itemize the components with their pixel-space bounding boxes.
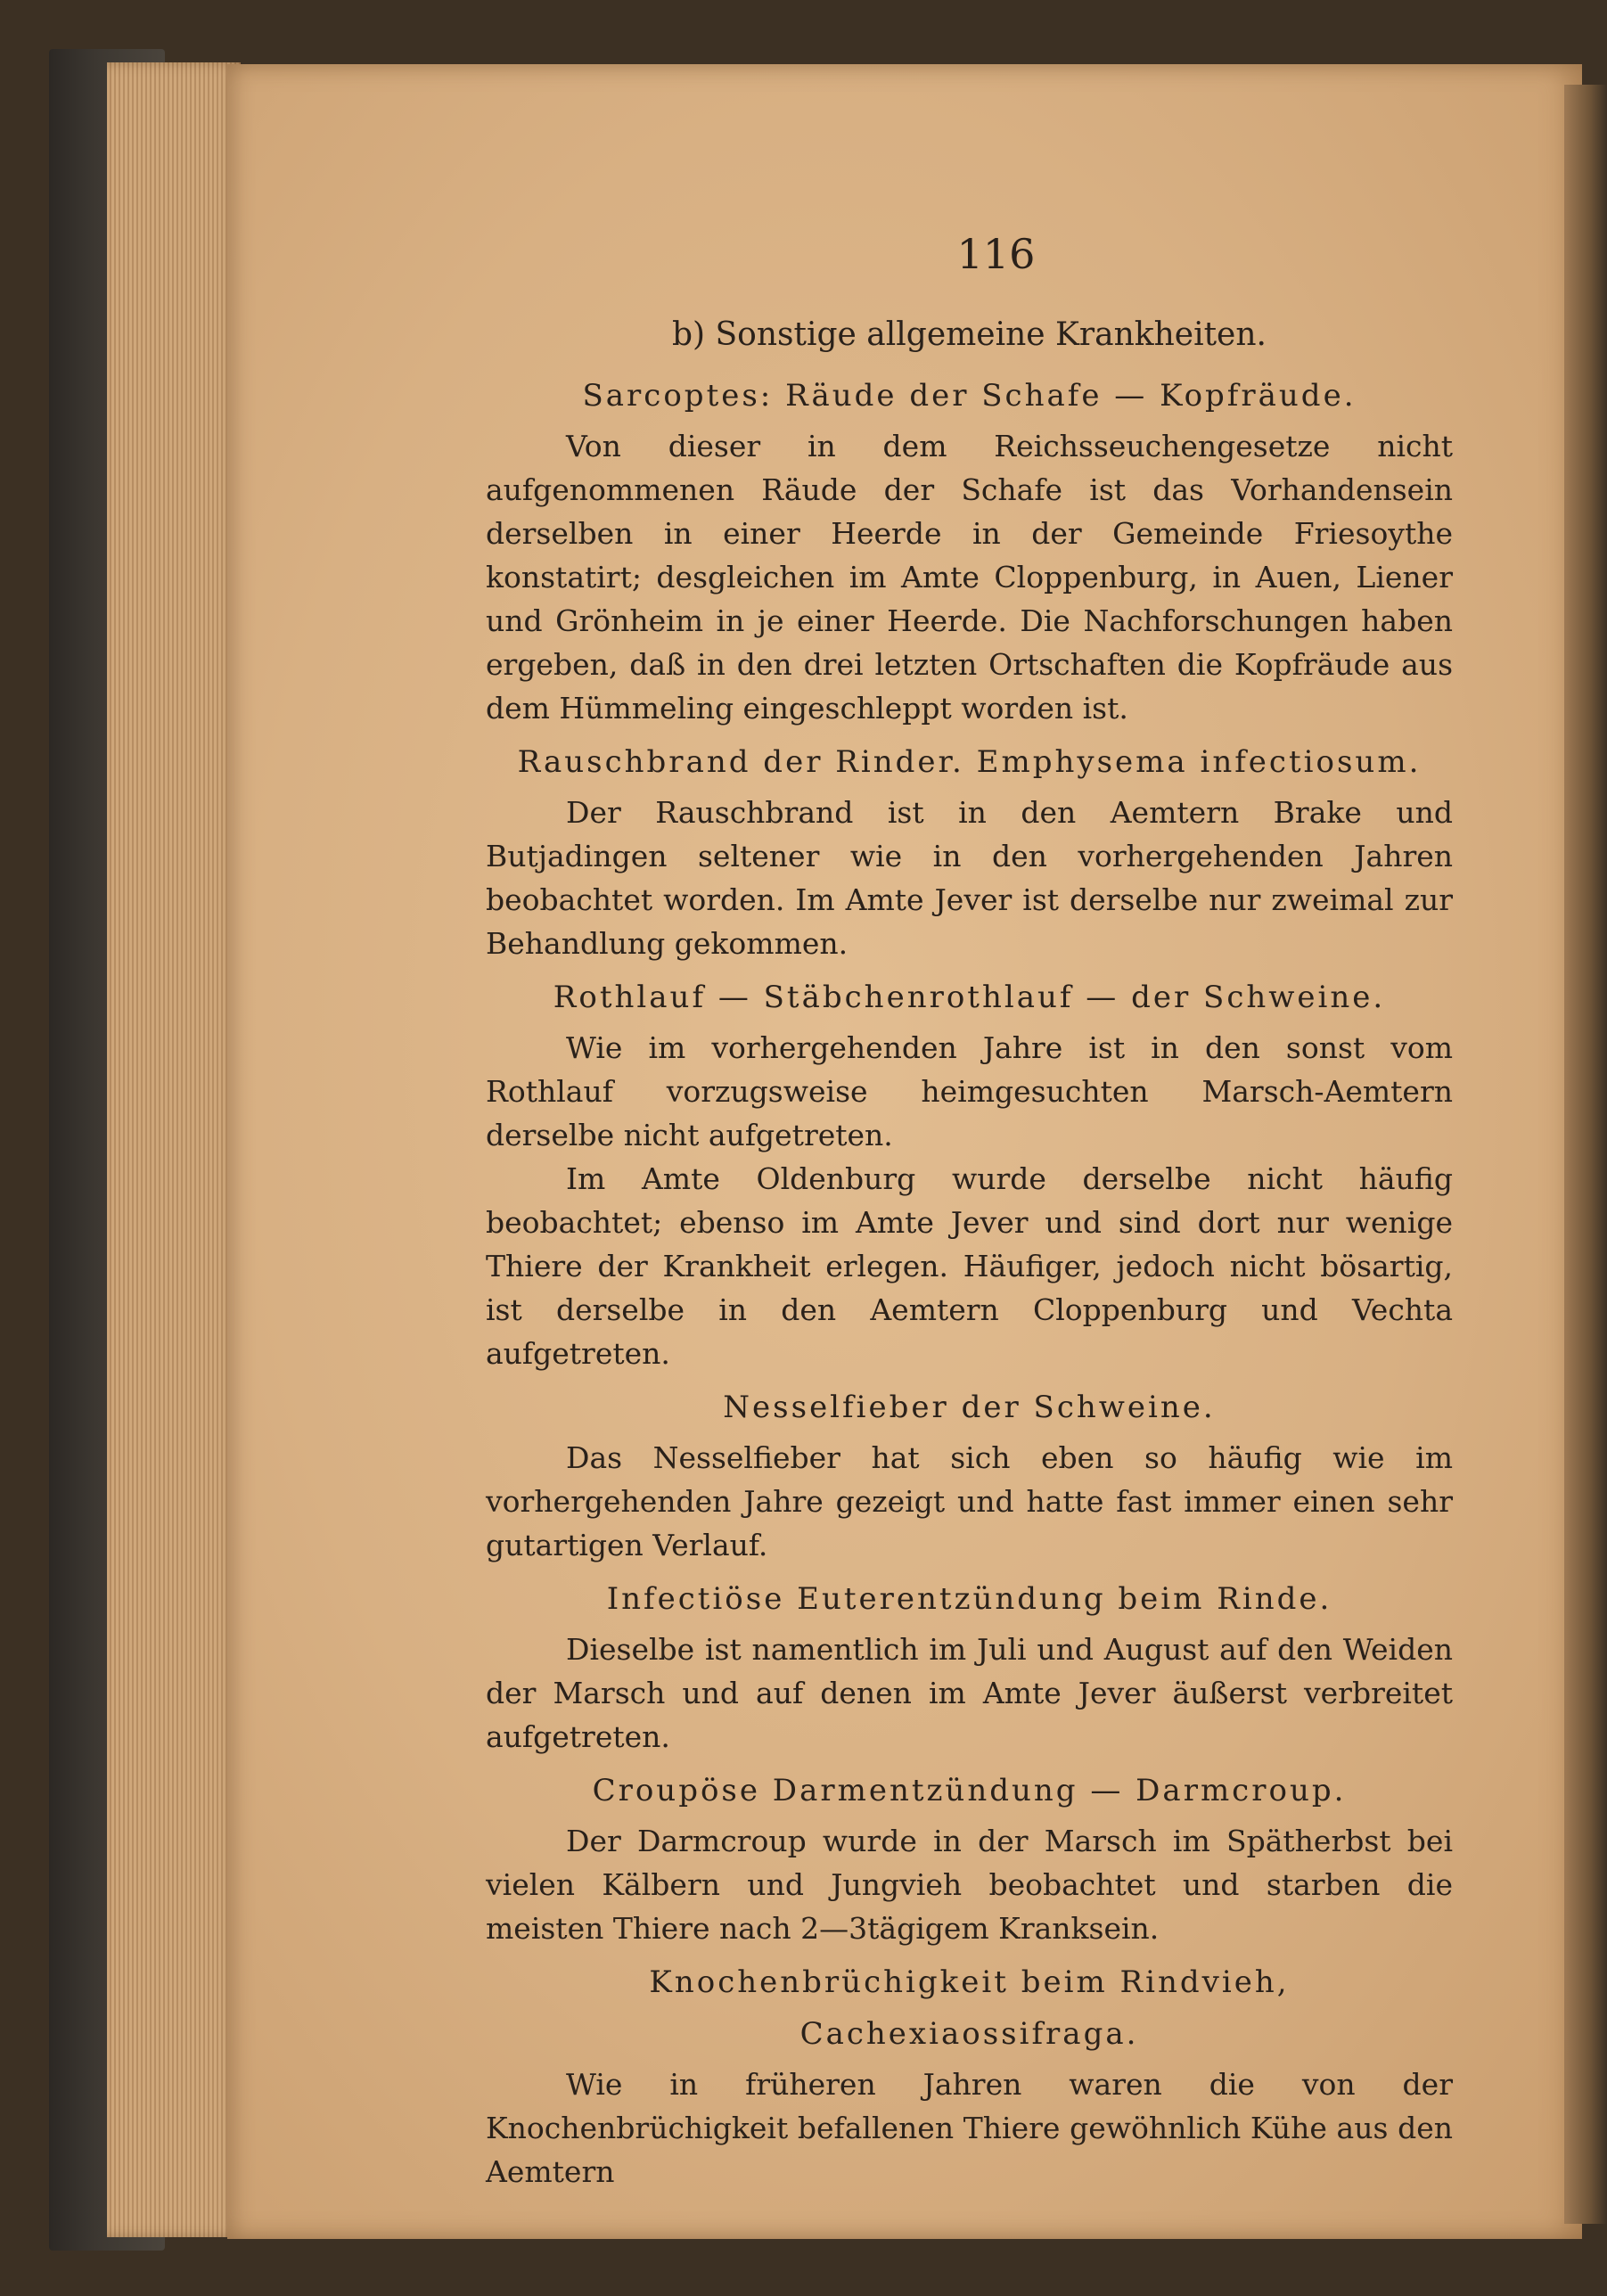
page-edges: [107, 62, 241, 2237]
paragraph-darmcroup: Der Darmcroup wurde in der Marsch im Spätherbst bei vielen Kälbern und Jungvieh beobachtet und starben die meisten Thiere nach 2—3tägigem Kranksein.: [486, 1824, 1453, 1946]
heading-nesselfieber: Nesselfieber der Schweine.: [723, 1390, 1216, 1425]
heading-rothlauf: Rothlauf — Stäbchenrothlauf — der Schweine.: [553, 980, 1386, 1015]
page-text: [486, 223, 1453, 2194]
paragraph-nesselfieber: Das Nesselfieber hat sich eben so häufig wie im vorhergehenden Jahre gezeigt und hatte fast immer einen sehr gutartigen Verlauf.: [486, 1440, 1453, 1562]
heading-euterentzuendung: Infectiöse Euterentzündung beim Rinde.: [606, 1581, 1332, 1617]
heading-darmcroup: Croupöse Darmentzündung — Darmcroup.: [592, 1773, 1347, 1808]
section-rothlauf: [486, 974, 1453, 1375]
section-knochenbruechigkeit: [486, 1959, 1453, 2194]
page-right-edge: [1564, 85, 1607, 2224]
paragraph-knochenbruechigkeit: Wie in früheren Jahren waren die von der Knochenbrüchigkeit befallenen Thiere gewöhnlich Kühe aus den Aemtern: [486, 2067, 1453, 2189]
section-nesselfieber: [486, 1384, 1453, 1567]
paragraph-rauschbrand: Der Rauschbrand ist in den Aemtern Brake und Butjadingen seltener wie in den vorhergehenden Jahren beobachtet worden. Im Amte Jever ist derselbe nur zweimal zur Behandlung gekommen.: [486, 795, 1453, 961]
subheading-cachexia: Cachexiaossifraga.: [799, 2016, 1139, 2052]
section-euterentzuendung: [486, 1576, 1453, 1759]
page-number: 116: [956, 230, 1036, 278]
section-darmcroup: [486, 1767, 1453, 1950]
heading-sarcoptes: Sarcoptes: Räude der Schafe — Kopfräude.: [582, 378, 1357, 414]
paragraph-rothlauf-2: Im Amte Oldenburg wurde derselbe nicht häufig beobachtet; ebenso im Amte Jever und sind dort nur wenige Thiere der Krankheit erlegen. Häufiger, jedoch nicht bösartig, ist derselbe in den Aemtern Cloppenburg und Vechta aufgetreten.: [486, 1161, 1453, 1371]
section-rauschbrand: [486, 739, 1453, 965]
paragraph-sarcoptes: Von dieser in dem Reichsseuchengesetze nicht aufgenommenen Räude der Schafe ist das Vorhandensein derselben in einer Heerde in der Gemeinde Friesoythe konstatirt; desgleichen im Amte Cloppenburg, in Auen, Liener und Grönheim in je einer Heerde. Die Nachforschungen haben ergeben, daß in den drei letzten Ortschaften die Kopfräude aus dem Hümmeling eingeschleppt worden ist.: [486, 429, 1453, 726]
heading-rauschbrand: Rauschbrand der Rinder. Emphysema infectiosum.: [517, 744, 1422, 780]
section-sarcoptes: [486, 373, 1453, 730]
heading-knochenbruechigkeit: Knochenbrüchigkeit beim Rindvieh,: [649, 1964, 1290, 2000]
paragraph-rothlauf-1: Wie im vorhergehenden Jahre ist in den sonst vom Rothlauf vorzugsweise heimgesuchten Marsch-Aemtern derselbe nicht aufgetreten.: [486, 1030, 1453, 1152]
paragraph-euterentzuendung: Dieselbe ist namentlich im Juli und August auf den Weiden der Marsch und auf denen im Amte Jever äußerst verbreitet aufgetreten.: [486, 1632, 1453, 1754]
section-title: b) Sonstige allgemeine Krankheiten.: [671, 316, 1267, 353]
